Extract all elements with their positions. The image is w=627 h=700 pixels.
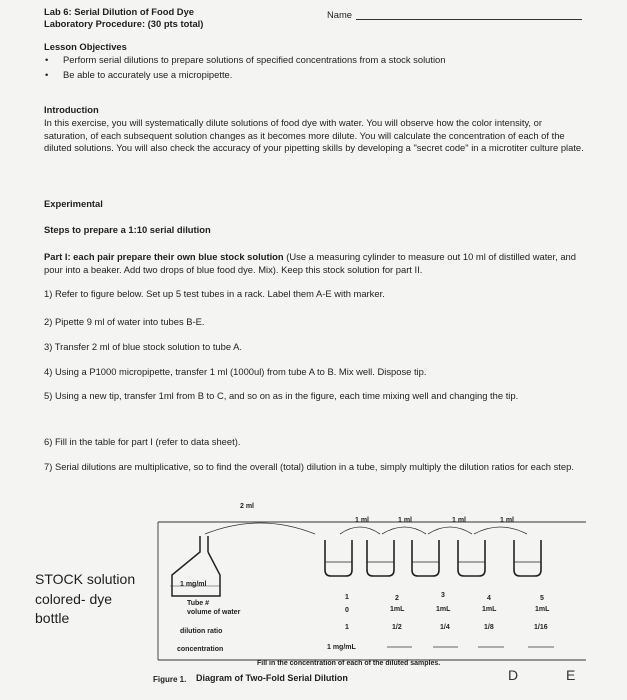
experimental-heading: Experimental — [44, 198, 103, 209]
dilution-ratio: 1 — [345, 624, 349, 631]
part1-label: Part I: each pair prepare their own blue stock solution — [44, 251, 284, 262]
objective-text: Be able to accurately use a micropipette. — [63, 68, 233, 80]
lab-title: Lab 6: Serial Dilution of Food Dye — [44, 6, 195, 17]
step-4: 4) Using a P1000 micropipette, transfer 1 ml (1000ul) from tube A to B. Mix well. Dispose tip. — [44, 366, 427, 377]
transfer-label: 1 ml — [398, 517, 413, 524]
transfer-label-2ml: 2 ml — [240, 503, 255, 510]
objectives-list — [44, 54, 584, 83]
introduction-heading: Introduction — [44, 104, 99, 115]
figure-caption-text: Diagram of Two-Fold Serial Dilution — [196, 673, 348, 683]
introduction-text: In this exercise, you will systematically dilute solutions of food dye with water. You will observe how the color intensity, or saturation, of each subsequent solution changes as it becomes more dilute. You will calculate the concentration of each of the diluted solutions. You will also check the accuracy of your pipetting skills by developing a "secret code" in a microtiter culture plate. — [44, 117, 584, 154]
test-tube-c — [412, 540, 439, 576]
dilution-ratio: 1/4 — [440, 624, 450, 631]
tube-number: 4 — [487, 595, 491, 602]
name-label: Name — [327, 9, 353, 20]
tube-number: 1 — [345, 594, 349, 601]
part1-body: (Use a measuring cylinder to measure out 10 ml of distilled water, and pour into a beaker. Add two drops of blue food dye. Mix). Keep this stock solution for part II. — [44, 251, 576, 275]
step-7: 7) Serial dilutions are multiplicative, so to find the overall (total) dilution in a tube, simply multiply the dilution ratios for each step. — [44, 461, 574, 472]
transfer-arrow-2ml — [205, 523, 315, 534]
tube-number: 2 — [395, 595, 399, 602]
transfer-arrow — [428, 527, 472, 534]
stock-label-line: colored- dye — [35, 590, 113, 607]
steps-heading: Steps to prepare a 1:10 serial dilution — [44, 224, 211, 235]
water-volume: 1mL — [390, 606, 405, 613]
test-tube-d — [458, 540, 485, 576]
step-5: 5) Using a new tip, transfer 1ml from B to C, and so on as in the figure, each time mixing well and changing the tip. — [44, 390, 519, 401]
tube-number: 0 — [345, 607, 349, 614]
tube-letter-e: E — [566, 667, 576, 683]
tube-number: 5 — [540, 595, 544, 602]
transfer-label: 1 ml — [355, 517, 370, 524]
lab-subtitle: Laboratory Procedure: (30 pts total) — [44, 18, 204, 29]
name-field-line — [356, 19, 582, 20]
objective-item — [44, 54, 584, 67]
dilution-ratio: 1/8 — [484, 624, 494, 631]
transfer-arrow — [474, 527, 527, 534]
row-label-water: volume of water — [187, 609, 241, 616]
tube-number: 3 — [441, 592, 445, 599]
transfer-arrow — [382, 527, 426, 534]
step-2: 2) Pipette 9 ml of water into tubes B-E. — [44, 316, 205, 327]
bullet-icon: • — [45, 54, 49, 65]
test-tube-e — [514, 540, 541, 576]
row-label-tube: Tube # — [187, 600, 210, 607]
test-tube-b — [367, 540, 394, 576]
test-tube-a — [325, 540, 352, 576]
part1-text — [44, 251, 584, 276]
transfer-arrow — [340, 527, 380, 534]
dilution-ratio: 1/16 — [534, 624, 548, 631]
objective-item — [44, 69, 584, 82]
row-label-concentration: concentration — [177, 646, 224, 653]
transfer-label: 1 ml — [452, 517, 467, 524]
step-6: 6) Fill in the table for part I (refer to data sheet). — [44, 436, 241, 447]
row-label-ratio: dilution ratio — [180, 628, 223, 635]
objectives-heading: Lesson Objectives — [44, 41, 127, 52]
stock-label-line: STOCK solution — [35, 571, 136, 587]
water-volume: 1mL — [535, 606, 550, 613]
stock-label-line: bottle — [35, 610, 70, 627]
tube-letter-d: D — [508, 667, 519, 683]
water-volume: 1mL — [436, 606, 451, 613]
dilution-ratio: 1/2 — [392, 624, 402, 631]
bullet-icon: • — [45, 68, 49, 80]
stock-concentration: 1 mg/ml — [180, 581, 207, 588]
figure-caption-label: Figure 1. — [153, 675, 187, 684]
step-1: 1) Refer to figure below. Set up 5 test tubes in a rack. Label them A-E with marker. — [44, 288, 385, 299]
objective-text: Perform serial dilutions to prepare solutions of specified concentrations from a stock solution — [63, 54, 446, 65]
transfer-label: 1 ml — [500, 517, 515, 524]
fill-in-note: Fill in the concentration of each of the diluted samples. — [257, 660, 441, 667]
step-3: 3) Transfer 2 ml of blue stock solution to tube A. — [44, 341, 243, 352]
concentration-value: 1 mg/mL — [327, 644, 356, 651]
stock-solution-label — [35, 570, 135, 629]
water-volume: 1mL — [482, 606, 497, 613]
